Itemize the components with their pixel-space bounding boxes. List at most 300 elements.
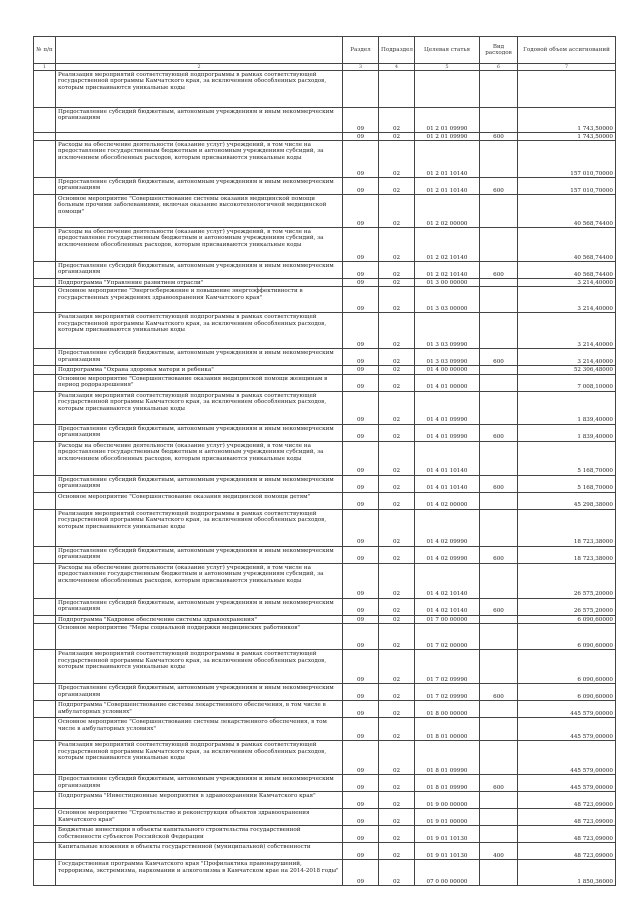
row-name-cell: Основное мероприятие "Совершенствование системы оказания медицинской помощи больным прочими заболеваниями, включая оказание высокотехнологичной медицинской помощи"	[56, 195, 343, 228]
row-name-cell: Основное мероприятие "Совершенствование оказания медицинской помощи детям"	[56, 492, 343, 509]
row-name-cell: Предоставление субсидий бюджетным, автономным учреждениям и иным некоммерческим организациям	[56, 546, 343, 563]
row-section-cell: 09	[343, 701, 379, 718]
row-name-cell: Предоставление субсидий бюджетным, автономным учреждениям и иным некоммерческим организациям	[56, 178, 343, 195]
row-target-article-cell: 01 7 00 00000	[415, 615, 480, 623]
row-subsection-cell: 02	[379, 195, 415, 228]
row-name-cell: Расходы на обеспечение деятельности (оказание услуг) учреждений, в том числе на предоставление государственным бюджетным и автономным учреждениям субсидий, за исключением обособленных расходов, которым присваиваются уникальные коды	[56, 228, 343, 262]
row-section-cell: 09	[343, 860, 379, 886]
row-name-cell: Основное мероприятие "Меры социальной поддержки медицинских работников"	[56, 624, 343, 650]
table-row	[34, 195, 616, 228]
row-section-cell: 09	[343, 441, 379, 475]
row-number-cell	[34, 424, 56, 441]
row-section-cell: 09	[343, 826, 379, 843]
header-target-article: Целевая статья	[415, 37, 480, 64]
row-amount-cell: 445 579,00000	[518, 741, 616, 775]
row-subsection-cell: 02	[379, 860, 415, 886]
row-section-cell: 09	[343, 650, 379, 684]
row-section-cell	[343, 71, 379, 108]
row-amount-cell: 157 010,70000	[518, 141, 616, 178]
row-target-article-cell: 01 8 01 09990	[415, 775, 480, 792]
row-target-article-cell: 01 2 01 10140	[415, 178, 480, 195]
row-target-article-cell: 01 3 00 00000	[415, 279, 480, 287]
row-number-cell	[34, 228, 56, 262]
row-number-cell	[34, 178, 56, 195]
row-subsection-cell: 02	[379, 809, 415, 826]
row-number-cell	[34, 71, 56, 108]
row-name-cell: Подпрограмма "Кадровое обеспечение системы здравоохранения"	[56, 615, 343, 623]
row-expense-type-cell	[480, 826, 518, 843]
table-body	[34, 71, 616, 886]
row-amount-cell: 52 306,48000	[518, 366, 616, 374]
row-section-cell: 09	[343, 178, 379, 195]
row-section-cell: 09	[343, 313, 379, 349]
row-name-cell: Реализация мероприятий соответствующей подпрограммы в рамках соответствующей государственной программы Камчатского края, за исключением обособленных расходов, которым присваиваются уникальные коды	[56, 509, 343, 546]
table-row	[34, 809, 616, 826]
row-expense-type-cell	[480, 650, 518, 684]
row-subsection-cell: 02	[379, 492, 415, 509]
row-amount-cell: 40 568,74400	[518, 262, 616, 279]
header-subsection: Подраздел	[379, 37, 415, 64]
row-number-cell	[34, 701, 56, 718]
row-target-article-cell: 01 9 01 00000	[415, 809, 480, 826]
row-target-article-cell: 01 4 02 00000	[415, 492, 480, 509]
row-number-cell	[34, 391, 56, 424]
table-row	[34, 133, 616, 141]
row-amount-cell: 18 723,38000	[518, 509, 616, 546]
row-section-cell: 09	[343, 546, 379, 563]
column-number: 2	[56, 64, 343, 71]
row-section-cell: 09	[343, 195, 379, 228]
table-row	[34, 262, 616, 279]
row-target-article-cell: 01 3 03 00000	[415, 287, 480, 313]
table-row	[34, 424, 616, 441]
row-name-cell: Подпрограмма "Инвестиционные мероприятия в здравоохранении Камчатского края"	[56, 792, 343, 809]
row-subsection-cell: 02	[379, 843, 415, 860]
table-row	[34, 563, 616, 598]
row-amount-cell: 40 568,74400	[518, 228, 616, 262]
row-target-article-cell: 07 0 00 00000	[415, 860, 480, 886]
table-row	[34, 775, 616, 792]
row-subsection-cell: 02	[379, 792, 415, 809]
row-target-article-cell: 01 8 01 00000	[415, 718, 480, 741]
row-expense-type-cell	[480, 71, 518, 108]
row-subsection-cell: 02	[379, 228, 415, 262]
row-amount-cell: 26 575,20000	[518, 598, 616, 615]
row-target-article-cell: 01 7 02 09990	[415, 650, 480, 684]
table-row	[34, 228, 616, 262]
row-amount-cell: 48 723,09000	[518, 843, 616, 860]
row-subsection-cell: 02	[379, 178, 415, 195]
table-row	[34, 366, 616, 374]
row-target-article-cell: 01 4 00 00000	[415, 366, 480, 374]
row-expense-type-cell	[480, 701, 518, 718]
column-number: 3	[343, 64, 379, 71]
row-amount-cell: 6 090,60000	[518, 650, 616, 684]
row-subsection-cell: 02	[379, 546, 415, 563]
header-number: № п/п	[34, 37, 56, 64]
row-subsection-cell: 02	[379, 391, 415, 424]
table-row	[34, 279, 616, 287]
row-amount-cell: 26 575,20000	[518, 563, 616, 598]
row-expense-type-cell: 400	[480, 843, 518, 860]
row-target-article-cell: 01 4 01 10140	[415, 441, 480, 475]
row-section-cell: 09	[343, 262, 379, 279]
row-section-cell: 09	[343, 374, 379, 391]
table-row	[34, 475, 616, 492]
table-row	[34, 615, 616, 623]
row-name-cell: Реализация мероприятий соответствующей подпрограммы в рамках соответствующей государственной программы Камчатского края, за исключением обособленных расходов, которым присваиваются уникальные коды	[56, 741, 343, 775]
row-target-article-cell: 01 2 01 10140	[415, 141, 480, 178]
table-row	[34, 178, 616, 195]
row-amount-cell: 48 723,09000	[518, 826, 616, 843]
table-row	[34, 826, 616, 843]
row-name-cell: Основное мероприятие "Совершенствование оказания медицинской помощи женщинам в период родоразрешения"	[56, 374, 343, 391]
row-section-cell: 09	[343, 843, 379, 860]
table-row	[34, 287, 616, 313]
row-number-cell	[34, 133, 56, 141]
row-target-article-cell: 01 4 02 09990	[415, 509, 480, 546]
row-number-cell	[34, 374, 56, 391]
row-subsection-cell: 02	[379, 313, 415, 349]
row-section-cell: 09	[343, 287, 379, 313]
row-section-cell: 09	[343, 809, 379, 826]
row-subsection-cell: 02	[379, 701, 415, 718]
row-number-cell	[34, 843, 56, 860]
table-row	[34, 792, 616, 809]
row-expense-type-cell: 600	[480, 684, 518, 701]
row-target-article-cell: 01 3 03 09990	[415, 349, 480, 366]
column-number: 4	[379, 64, 415, 71]
row-name-cell: Предоставление субсидий бюджетным, автономным учреждениям и иным некоммерческим организациям	[56, 475, 343, 492]
row-expense-type-cell: 600	[480, 775, 518, 792]
row-expense-type-cell	[480, 860, 518, 886]
row-number-cell	[34, 563, 56, 598]
row-target-article-cell: 01 7 02 09990	[415, 684, 480, 701]
row-target-article-cell: 01 4 01 10140	[415, 475, 480, 492]
row-subsection-cell: 02	[379, 826, 415, 843]
row-expense-type-cell: 600	[480, 546, 518, 563]
row-name-cell: Расходы на обеспечение деятельности (оказание услуг) учреждений, в том числе на предоставление государственным бюджетным и автономным учреждениям субсидий, за исключением обособленных расходов, которым присваиваются уникальные коды	[56, 141, 343, 178]
row-expense-type-cell	[480, 563, 518, 598]
row-amount-cell: 6 090,60000	[518, 615, 616, 623]
row-target-article-cell: 01 2 01 09990	[415, 133, 480, 141]
row-target-article-cell: 01 8 00 00000	[415, 701, 480, 718]
row-section-cell: 09	[343, 718, 379, 741]
row-section-cell: 09	[343, 563, 379, 598]
row-number-cell	[34, 546, 56, 563]
row-subsection-cell: 02	[379, 279, 415, 287]
table-row	[34, 598, 616, 615]
row-amount-cell: 1 850,36000	[518, 860, 616, 886]
row-expense-type-cell	[480, 313, 518, 349]
row-subsection-cell: 02	[379, 684, 415, 701]
header-expense-type: Вид расходов	[480, 37, 518, 64]
row-subsection-cell: 02	[379, 509, 415, 546]
row-name-cell: Реализация мероприятий соответствующей подпрограммы в рамках соответствующей государственной программы Камчатского края, за исключением обособленных расходов, которым присваиваются уникальные коды	[56, 650, 343, 684]
row-number-cell	[34, 650, 56, 684]
row-name-cell: Реализация мероприятий соответствующей подпрограммы в рамках соответствующей государственной программы Камчатского края, за исключением обособленных расходов, которым присваиваются уникальные коды	[56, 313, 343, 349]
row-number-cell	[34, 624, 56, 650]
row-name-cell: Предоставление субсидий бюджетным, автономным учреждениям и иным некоммерческим организациям	[56, 108, 343, 133]
table-row	[34, 718, 616, 741]
header-section: Раздел	[343, 37, 379, 64]
row-name-cell: Предоставление субсидий бюджетным, автономным учреждениям и иным некоммерческим организациям	[56, 262, 343, 279]
row-target-article-cell: 01 7 02 00000	[415, 624, 480, 650]
column-number: 1	[34, 64, 56, 71]
row-amount-cell: 3 214,40000	[518, 349, 616, 366]
row-number-cell	[34, 775, 56, 792]
row-subsection-cell: 02	[379, 475, 415, 492]
header-annual-amount: Годовой объем ассигнований	[518, 37, 616, 64]
row-name-cell: Предоставление субсидий бюджетным, автономным учреждениям и иным некоммерческим организациям	[56, 598, 343, 615]
row-number-cell	[34, 509, 56, 546]
row-name-cell: Реализация мероприятий соответствующей подпрограммы в рамках соответствующей государственной программы Камчатского края, за исключением обособленных расходов, которым присваиваются уникальные коды	[56, 391, 343, 424]
row-section-cell: 09	[343, 615, 379, 623]
row-number-cell	[34, 792, 56, 809]
row-subsection-cell: 02	[379, 262, 415, 279]
row-expense-type-cell	[480, 366, 518, 374]
row-amount-cell	[518, 71, 616, 108]
row-number-cell	[34, 475, 56, 492]
row-expense-type-cell	[480, 792, 518, 809]
row-number-cell	[34, 718, 56, 741]
row-target-article-cell: 01 4 02 10140	[415, 563, 480, 598]
row-amount-cell: 6 090,60000	[518, 624, 616, 650]
row-section-cell: 09	[343, 775, 379, 792]
row-section-cell: 09	[343, 108, 379, 133]
row-section-cell: 09	[343, 279, 379, 287]
column-number-row	[34, 64, 616, 71]
row-name-cell: Предоставление субсидий бюджетным, автономным учреждениям и иным некоммерческим организациям	[56, 424, 343, 441]
row-expense-type-cell	[480, 391, 518, 424]
row-target-article-cell: 01 2 02 00000	[415, 195, 480, 228]
row-expense-type-cell	[480, 441, 518, 475]
table-row	[34, 509, 616, 546]
row-number-cell	[34, 108, 56, 133]
row-name-cell: Бюджетные инвестиции в объекты капитального строительства государственной собственности субъектов Российской Федерации	[56, 826, 343, 843]
row-name-cell: Основное мероприятие "Строительство и реконструкция объектов здравоохранения Камчатского края"	[56, 809, 343, 826]
row-number-cell	[34, 615, 56, 623]
row-name-cell: Предоставление субсидий бюджетным, автономным учреждениям и иным некоммерческим организациям	[56, 775, 343, 792]
row-section-cell: 09	[343, 475, 379, 492]
row-amount-cell: 18 723,38000	[518, 546, 616, 563]
row-name-cell	[56, 133, 343, 141]
row-amount-cell: 3 214,40000	[518, 279, 616, 287]
row-number-cell	[34, 349, 56, 366]
table-header-row	[34, 37, 616, 64]
row-section-cell: 09	[343, 492, 379, 509]
row-target-article-cell: 01 2 02 10140	[415, 262, 480, 279]
row-amount-cell: 1 839,40000	[518, 391, 616, 424]
row-amount-cell: 6 090,60000	[518, 684, 616, 701]
table-row	[34, 843, 616, 860]
row-amount-cell: 157 010,70000	[518, 178, 616, 195]
row-subsection-cell: 02	[379, 108, 415, 133]
column-number: 7	[518, 64, 616, 71]
table-row	[34, 546, 616, 563]
row-target-article-cell: 01 4 01 00000	[415, 374, 480, 391]
row-expense-type-cell	[480, 624, 518, 650]
row-subsection-cell	[379, 71, 415, 108]
row-subsection-cell: 02	[379, 441, 415, 475]
row-section-cell: 09	[343, 391, 379, 424]
row-section-cell: 09	[343, 133, 379, 141]
header-name	[56, 37, 343, 64]
row-number-cell	[34, 441, 56, 475]
column-number: 5	[415, 64, 480, 71]
row-number-cell	[34, 741, 56, 775]
row-subsection-cell: 02	[379, 374, 415, 391]
row-name-cell: Подпрограмма "Управление развитием отрасли"	[56, 279, 343, 287]
row-amount-cell: 40 568,74400	[518, 195, 616, 228]
row-section-cell: 09	[343, 684, 379, 701]
row-target-article-cell: 01 8 01 09990	[415, 741, 480, 775]
table-row	[34, 108, 616, 133]
row-subsection-cell: 02	[379, 615, 415, 623]
row-expense-type-cell: 600	[480, 349, 518, 366]
row-number-cell	[34, 287, 56, 313]
row-number-cell	[34, 598, 56, 615]
table-row	[34, 701, 616, 718]
row-expense-type-cell	[480, 741, 518, 775]
row-subsection-cell: 02	[379, 775, 415, 792]
row-expense-type-cell	[480, 141, 518, 178]
table-row	[34, 349, 616, 366]
table-row	[34, 71, 616, 108]
row-subsection-cell: 02	[379, 741, 415, 775]
table-row	[34, 391, 616, 424]
table-row	[34, 741, 616, 775]
row-amount-cell: 48 723,09000	[518, 792, 616, 809]
row-subsection-cell: 02	[379, 624, 415, 650]
table-row	[34, 860, 616, 886]
row-expense-type-cell	[480, 615, 518, 623]
row-target-article-cell: 01 3 03 09990	[415, 313, 480, 349]
row-name-cell: Подпрограмма "Совершенствование системы лекарственного обеспечения, в том числе в амбулаторных условиях"	[56, 701, 343, 718]
table-row	[34, 441, 616, 475]
row-section-cell: 09	[343, 598, 379, 615]
row-amount-cell: 3 214,40000	[518, 287, 616, 313]
row-amount-cell: 1 743,50000	[518, 108, 616, 133]
row-name-cell: Предоставление субсидий бюджетным, автономным учреждениям и иным некоммерческим организациям	[56, 349, 343, 366]
row-number-cell	[34, 313, 56, 349]
row-number-cell	[34, 684, 56, 701]
row-section-cell: 09	[343, 741, 379, 775]
row-name-cell: Реализация мероприятий соответствующей подпрограммы в рамках соответствующей государственной программы Камчатского края, за исключением обособленных расходов, которым присваиваются уникальные коды	[56, 71, 343, 108]
row-section-cell: 09	[343, 228, 379, 262]
row-expense-type-cell	[480, 492, 518, 509]
row-expense-type-cell	[480, 374, 518, 391]
row-name-cell: Основное мероприятие "Совершенствование системы лекарственного обеспечения, в том числе в амбулаторных условиях"	[56, 718, 343, 741]
row-expense-type-cell	[480, 287, 518, 313]
row-section-cell: 09	[343, 792, 379, 809]
row-target-article-cell: 01 2 02 10140	[415, 228, 480, 262]
row-number-cell	[34, 141, 56, 178]
row-name-cell: Расходы на обеспечение деятельности (оказание услуг) учреждений, в том числе на предоставление государственным бюджетным и автономным учреждениям субсидий, за исключением обособленных расходов, которым присваиваются уникальные коды	[56, 563, 343, 598]
row-name-cell: Предоставление субсидий бюджетным, автономным учреждениям и иным некоммерческим организациям	[56, 684, 343, 701]
row-name-cell: Подпрограмма "Охрана здоровья матери и ребенка"	[56, 366, 343, 374]
row-section-cell: 09	[343, 624, 379, 650]
row-expense-type-cell	[480, 809, 518, 826]
row-amount-cell: 48 723,09000	[518, 809, 616, 826]
row-expense-type-cell	[480, 279, 518, 287]
budget-allocation-table	[33, 36, 616, 886]
row-target-article-cell	[415, 71, 480, 108]
row-amount-cell: 7 008,10000	[518, 374, 616, 391]
row-subsection-cell: 02	[379, 141, 415, 178]
row-expense-type-cell	[480, 195, 518, 228]
row-expense-type-cell: 600	[480, 475, 518, 492]
row-name-cell: Капитальные вложения в объекты государственной (муниципальной) собственности	[56, 843, 343, 860]
row-number-cell	[34, 262, 56, 279]
table-row	[34, 650, 616, 684]
row-section-cell: 09	[343, 141, 379, 178]
row-number-cell	[34, 195, 56, 228]
row-section-cell: 09	[343, 424, 379, 441]
row-expense-type-cell	[480, 228, 518, 262]
row-expense-type-cell	[480, 509, 518, 546]
row-expense-type-cell: 600	[480, 262, 518, 279]
row-amount-cell: 5 168,70000	[518, 475, 616, 492]
row-subsection-cell: 02	[379, 563, 415, 598]
row-target-article-cell: 01 4 02 09990	[415, 546, 480, 563]
row-amount-cell: 445 579,00000	[518, 775, 616, 792]
row-target-article-cell: 01 4 01 09990	[415, 391, 480, 424]
row-amount-cell: 445 579,00000	[518, 701, 616, 718]
row-amount-cell: 5 168,70000	[518, 441, 616, 475]
row-expense-type-cell: 600	[480, 424, 518, 441]
row-name-cell: Государственная программа Камчатского края "Профилактика правонарушений, терроризма, экстремизма, наркомании и алкоголизма в Камчатском крае на 2014-2018 годы"	[56, 860, 343, 886]
row-expense-type-cell	[480, 718, 518, 741]
row-target-article-cell: 01 9 01 10130	[415, 826, 480, 843]
row-subsection-cell: 02	[379, 650, 415, 684]
row-name-cell: Основное мероприятие "Энергосбережение и повышение энергоэффективности в государственных учреждениях здравоохранения Камчатского края"	[56, 287, 343, 313]
budget-table-sheet	[33, 36, 615, 886]
row-target-article-cell: 01 4 01 09990	[415, 424, 480, 441]
row-amount-cell: 1 839,40000	[518, 424, 616, 441]
row-expense-type-cell: 600	[480, 133, 518, 141]
row-target-article-cell: 01 2 01 09990	[415, 108, 480, 133]
row-amount-cell: 1 743,50000	[518, 133, 616, 141]
row-target-article-cell: 01 4 02 10140	[415, 598, 480, 615]
row-subsection-cell: 02	[379, 424, 415, 441]
row-amount-cell: 3 214,40000	[518, 313, 616, 349]
row-name-cell: Расходы на обеспечение деятельности (оказание услуг) учреждений, в том числе на предоставление государственным бюджетным и автономным учреждениям субсидий, за исключением обособленных расходов, которым присваиваются уникальные коды	[56, 441, 343, 475]
row-number-cell	[34, 809, 56, 826]
row-subsection-cell: 02	[379, 349, 415, 366]
row-subsection-cell: 02	[379, 133, 415, 141]
row-number-cell	[34, 492, 56, 509]
row-number-cell	[34, 279, 56, 287]
row-subsection-cell: 02	[379, 287, 415, 313]
row-target-article-cell: 01 9 00 00000	[415, 792, 480, 809]
table-row	[34, 141, 616, 178]
row-expense-type-cell	[480, 108, 518, 133]
table-row	[34, 374, 616, 391]
table-row	[34, 492, 616, 509]
row-section-cell: 09	[343, 366, 379, 374]
row-amount-cell: 445 579,00000	[518, 718, 616, 741]
row-number-cell	[34, 366, 56, 374]
row-subsection-cell: 02	[379, 366, 415, 374]
row-subsection-cell: 02	[379, 598, 415, 615]
column-number: 6	[480, 64, 518, 71]
table-row	[34, 624, 616, 650]
row-number-cell	[34, 826, 56, 843]
row-expense-type-cell: 600	[480, 178, 518, 195]
row-section-cell: 09	[343, 509, 379, 546]
row-target-article-cell: 01 9 01 10130	[415, 843, 480, 860]
